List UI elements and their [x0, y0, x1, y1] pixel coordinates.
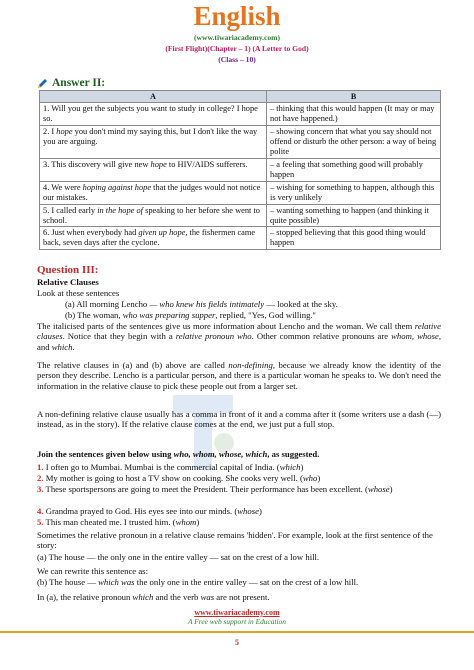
- matching-table: [39, 90, 441, 250]
- table-row: [40, 181, 441, 204]
- column-b-header: B: [267, 91, 441, 103]
- cell-b: – stopped believing that this good thing would happen: [267, 227, 441, 250]
- final-note: In (a), the relative pronoun which and the verb was are not present.: [37, 592, 270, 602]
- exercise-item: 3. These sportspersons are going to meet the President. Their performance has been excellent. (whose): [37, 484, 393, 494]
- header-site[interactable]: (www.tiwariacademy.com): [193, 33, 281, 42]
- exercise-item: 4. Grandma prayed to God. His eyes see into our minds. (whose): [37, 506, 262, 516]
- table-header-row: [40, 91, 441, 103]
- cell-a: 3. This discovery will give new hope to HIV/AIDS sufferers.: [40, 158, 267, 181]
- table-row: [40, 103, 441, 126]
- answer-heading: [36, 77, 105, 91]
- table-row: [40, 204, 441, 227]
- table-row: [40, 158, 441, 181]
- cell-a: 4. We were hoping against hope that the judges would not notice our mistakes.: [40, 181, 267, 204]
- question-heading: Question III:: [37, 264, 99, 276]
- example-b: (b) The woman, who was preparing supper, replied, "Yes, God willing.'': [65, 310, 316, 320]
- table-row: [40, 126, 441, 159]
- answer-heading-text: Answer II:: [52, 77, 106, 89]
- footer-site-link[interactable]: www.tiwariacademy.com: [194, 608, 280, 617]
- cell-a: 1. Will you get the subjects you want to study in college? I hope so.: [40, 103, 267, 126]
- rewrite-line: We can rewrite this sentence as:: [37, 566, 148, 576]
- cell-a: 6. Just when everybody had given up hope, the fishermen came back, seven days after the cyclone.: [40, 227, 267, 250]
- paragraph-non-defining: The relative clauses in (a) and (b) above are called non-defining, because we already know the identity of the person they describe. Lencho is a particular person, and there is a particular woman he speaks to. We don't need the information in the relative clause to pick these people out from a larger set.: [37, 360, 441, 391]
- cell-b: – showing concern that what you say should not offend or disturb the other person: a way of being polite: [267, 126, 441, 159]
- cell-a: 5. I called early in the hope of speaking to her before she went to school.: [40, 204, 267, 227]
- paragraph-relative-clauses: The italicised parts of the sentences give us more information about Lencho and the woman. We call them relative clauses. Notice that they begin with a relative pronoun who. Other common relative pronouns are whom, whose, and which.: [37, 321, 441, 352]
- exercise-item: 2. My mother is going to host a TV show on cooking. She cooks very well. (who): [37, 473, 321, 483]
- pen-icon: [36, 78, 48, 90]
- header-chapter: (First Flight)(Chapter – 1) (A Letter to God): [165, 44, 309, 53]
- look-line: Look at these sentences: [37, 288, 120, 298]
- example-d: (b) The house — which was the only one in the entire valley — sat on the crest of a low hill.: [37, 577, 359, 587]
- section-subheading: Relative Clauses: [37, 277, 99, 287]
- table-row: [40, 227, 441, 250]
- cell-b: – thinking that this would happen (It may or may not have happened.): [267, 103, 441, 126]
- cell-b: – wanting something to happen (and thinking it quite possible): [267, 204, 441, 227]
- example-a: (a) All morning Lencho — who knew his fields intimately — looked at the sky.: [65, 299, 338, 309]
- paragraph-comma-rule: A non-defining relative clause usually has a comma in front of it and a comma after it (some writers use a dash (—) instead, as in the story). If the relative clause comes at the end, we just put a full stop.: [37, 409, 441, 430]
- header-class: (Class – 10): [218, 55, 256, 64]
- exercise-item: 5. This man cheated me. I trusted him. (whom): [37, 517, 200, 527]
- cell-b: – wishing for something to happen, although this is very unlikely: [267, 181, 441, 204]
- example-c: (a) The house — the only one in the entire valley — sat on the crest of a low hill.: [37, 552, 320, 562]
- join-instruction: Join the sentences given below using who, whom, whose, which, as suggested.: [37, 449, 320, 459]
- cell-a: 2. I hope you don't mind my saying this, but I don't like the way you are arguing.: [40, 126, 267, 159]
- column-a-header: A: [40, 91, 267, 103]
- footer-divider: [0, 631, 474, 633]
- cell-b: – a feeling that something good will probably happen: [267, 158, 441, 181]
- page-number: 5: [235, 638, 239, 647]
- paragraph-hidden-pronoun: Sometimes the relative pronoun in a relative clause remains 'hidden'. For example, look at the first sentence of the story:: [37, 530, 433, 551]
- document-title: English: [193, 1, 281, 31]
- exercise-item: 1. I often go to Mumbai. Mumbai is the commercial capital of India. (which): [37, 462, 304, 472]
- footer-tagline: A Free web support in Education: [188, 617, 286, 626]
